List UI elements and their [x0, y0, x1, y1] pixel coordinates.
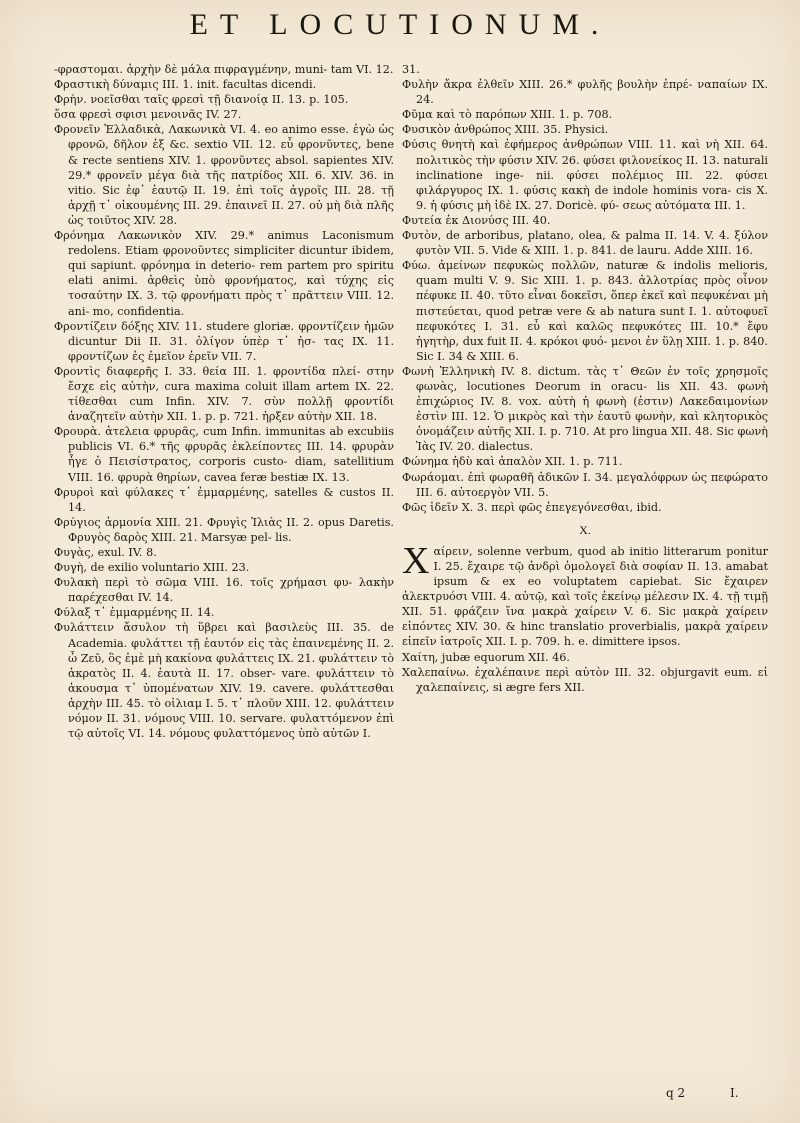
index-entry: Φυσικὸν ἀνθρώπος XIII. 35. Physici. [402, 123, 609, 137]
index-entry: Φῶς ἰδεῖν X. 3. περὶ φῶς ἐπεγεγόνεσθαι, ibid. [402, 500, 662, 514]
index-entry: Φυλακὴ περὶ τὸ σῶμα VIII. 16. τοῖς χρήμασι φυ- λακὴν παρέχεσθαι IV. 14. [54, 576, 394, 605]
right-column [402, 62, 768, 695]
index-entry: Φυλὴν ἄκρα ἐλθεῖν XIII. 26.* φυλῆς βουλὴν ἐπρέ- ναπαίων IX. 24. [402, 78, 768, 107]
index-entry: Φραστικὴ δύναμις III. 1. init. facultas dicendi. [54, 78, 317, 92]
left-column [54, 62, 394, 741]
index-entry: Φρόνημα Λακωνικὸν XIV. 29.* animus Laconismum redolens. Etiam φρονοῦντες simpliciter dicuntur ibidem, qui sapiunt. φρόνημα in deterio- rem partem pro spiritu elati animi. ἀρθεὶς ὑπὸ φρονήματος, καὶ τύχης εἰς τοσαύτην IX. 3. τῷ φρονήματι πρὸς τ᾽ πρᾶττειν VIII. 12. ani- mo, confidentia. [54, 229, 394, 318]
index-entry: Φρονεῖν Ἐλλαδικὰ, Λακωνικὰ VI. 4. eo animo esse. ἐγὼ ὡς φρονῶ, δῆλον ἐξ &c. sextio VII. 12. εὖ φρονῦντες, bene & recte sentiens XIV. 1. φρονῦντες absol. sapientes XIV. 29.* φρονεῖν μέγα διὰ τῆς πατρίδος XII. 6. XIV. 36. in vitio. Sic ἐφ᾽ ἑαυτῷ II. 19. ἐπὶ τοῖς ἀγροῖς III. 28. τῇ ἀρχῇ τ᾽ οἰκουμένης III. 29. ἐπαινεῖ II. 27. οὐ μὴ διὰ πλῆς ὡς τοιῦτος XIV. 28. [54, 123, 394, 227]
index-entry: Φύλαξ τ᾽ ἐμμαρμένης II. 14. [54, 606, 215, 620]
drop-cap: X [402, 539, 430, 582]
index-entry-chairein [402, 539, 768, 650]
index-entry: Φρύγιος ἀρμονία XIII. 21. Φρυγὶς Ἰλιὰς II. 2. opus Daretis. Φρυγὸς δαρὸς XIII. 21. Marsyæ pel- lis. [54, 515, 394, 544]
index-entry: Φροντίζειν δόξης XIV. 11. studere gloriæ. φροντίζειν ἡμῶν dicuntur Dii II. 31. ὀλίγον ὑπὲρ τ᾽ ἡσ- τας IX. 11. φροντίζων ἐς ἐμεῖον ἐρεῖν VII. 7. [54, 319, 394, 363]
signature-mark: q 2 [666, 1086, 686, 1100]
index-entry: Φρουρὰ. ἀτελεια φρυρᾶς, cum Infin. immunitas ab excubiis publicis VI. 6.* τῆς φρυρᾶς ἐκλείποντες III. 14. φρυρὰν ἦγε ὁ Πεισίστρατος, corporis custo- diam, satellitium VIII. 16. φρυρὰ θηρίων, cavea feræ bestiæ IX. 13. [54, 425, 394, 484]
catchword: I. [730, 1086, 739, 1100]
index-entry: Φωράομαι. ἐπὶ φωραθῆ ἀδικῶν I. 34. μεγαλόφρων ὡς πεφώρατο III. 6. αὐτοεργὸν VII. 5. [402, 470, 768, 499]
running-title: ET LOCUTIONUM. [189, 8, 611, 41]
index-entry: Χαλεπαίνω. ἐχαλέπαινε περὶ αὐτὸν III. 32. objurgavit eum. εἰ χαλεπαίνεις, si ægre fers XII. [402, 665, 768, 694]
index-entry: Φύω. ἀμείνων πεφυκὼς πολλῶν, naturæ & indolis melioris, quam multi V. 9. Sic XIII. 1. p. 843. ἀλλοτρίας πρὸς οἶνον πέφυκε II. 40. τῦτο εἶναι δοκεῖσι, ὅπερ ἐκεῖ καὶ πεφυκέναι μὴ πιστεύεται, quod petræ vere & ab natura sunt I. 1. αὐτοφυεῖ πεφυκότες I. 31. εὖ καὶ καλῶς πεφυκότες III. 10.* ἔφυ ἡγητὴρ, dux fuit II. 4. κρόκοι φυό- μενοι ἐν ὕλῃ XIII. 1. p. 840. Sic I. 34 & XIII. 6. [402, 259, 768, 363]
index-entry: Φρὴν. νοεῖσθαι ταῖς φρεσὶ τῇ διανοίᾳ II. 13. p. 105. [54, 93, 349, 107]
index-entry: Φυτεία ἐκ Διονύσς III. 40. [402, 213, 551, 227]
index-entry: Φροντὶς διαφερῆς I. 33. θεία III. 1. φροντίδα πλεί- στην ἔσχε εἰς αὐτὴν, cura maxima coluit illam artem IX. 22. τίθεσθαι cum Infin. XIV. 7. σὺν πολλῇ φροντίδι ἀναζητεῖν αὐτὴν XII. 1. p. p. 721. ἠρξεν αὐτὴν XII. 18. [54, 364, 394, 424]
entry-text: αίρειν, solenne verbum, quod ab initio litterarum ponitur I. 25. ἔχαιρε τῷ ἀνδρὶ ὁμολογεῖ διὰ σοφίαν II. 13. amabat ipsum & ex eo voluptatem capiebat. Sic ἔχαιρεν ἀλεκτρυόσι VIII. 4. αὐτῷ, καὶ τοῖς ἐκείνῳ μέλεσιν IX. 4. τῇ τιμῇ XII. 51. φράζειν ἵνα μακρὰ χαίρειν V. 6. Sic μακρὰ χαίρειν εἰπόντες XIV. 30. & hinc translatio proverbialis, μακρὰ χαίρειν εἰπεῖν ἰατροῖς XII. I. p. 709. h. e. dimittere ipsos. [402, 544, 768, 649]
index-entry: Φυγὰς, exul. IV. 8. [54, 546, 157, 559]
index-entry: Φυλάττειν ἄσυλον τὴ ὕβρει καὶ βασιλεὺς III. 35. de Academia. φυλάττει τῇ ἑαυτόν εἰς τὰς ἐπαινεμένης II. 2. ὦ Ζεῦ, ὃς ἐμὲ μὴ κακίονα φυλάττεις IX. 21. φυλάττειν τὸ ἀκρατὸς II. 4. ἑαυτὰ II. 17. obser- vare. φυλάττειν τὸ ἀκουσμα τ᾽ ὑπομένατων XIV. 19. cavere. φυλάττεσθαι ἀρχὴν III. 45. τὸ οἰλιαμ I. 5. τ᾽ πλοῦν XIII. 12. φυλάττειν νόμον II. 31. νόμους VIII. 10. servare. φυλαττόμενον ἐπὶ τῷ αὐτοῖς VI. 14. νόμους φυλαττόμενος ὑπὸ αὐτῶν I. [54, 621, 394, 741]
index-entry: 31. [402, 63, 420, 76]
index-entry: Φῦμα καὶ τὸ παρόπων XIII. 1. p. 708. [402, 108, 613, 122]
index-entry: Φώνημα ἡδὺ καὶ ἀπαλὸν XII. 1. p. 711. [402, 455, 623, 469]
index-entry: -φραστομαι. ἀρχὴν δὲ μάλα πιφραγμένην, muni- tam VI. 12. [54, 63, 394, 76]
index-entry: Φυτὸν, de arboribus, platano, olea, & palma II. 14. V. 4. ξύλον φυτὸν VII. 5. Vide & XIII. 1. p. 841. de lauru. Adde XIII. 16. [402, 229, 768, 258]
index-entry: Φύσις θνητὴ καὶ ἐφήμερος ἀνθρώπων VIII. 11. καὶ νὴ XII. 64. πολιτικὸς τὴν φύσιν XIV. 26. φύσει φιλονείκος II. 13. naturali inclinatione inge- nii. φύσει πολέμιος III. 22. φύσει φιλάργυρος IX. 1. φύσις κακὴ de indole hominis vora- cis X. 9. ἡ φύσις μὴ ἰδὲ IX. 27. Doricè. φύ- σεως αὐτόματα III. 1. [402, 138, 768, 212]
index-entry: Φρυροὶ καὶ φύλακες τ᾽ ἐμμαρμένης, satelles & custos II. 14. [54, 485, 394, 514]
index-entry: Φωνὴ Ἑλληνικὴ IV. 8. dictum. τὰς τ᾽ Θεῶν ἐν τοῖς χρησμοῖς φωνὰς, locutiones Deorum in oracu- lis XII. 43. φωνὴ ἐπιχώριος IV. 8. vox. αὐτὴ ἡ φωνὴ (ἐστιν) Λακεδαιμονίων ἐστὶν III. 12. Ὁ μικρὸς καὶ τὴν ἑαυτῦ φωνὴν, καὶ κλητορικὸς ὀνομάζειν αὐτῆς XII. I. p. 710. At pro lingua XII. 48. Sic φωνὴ Ἰὰς IV. 20. dialectus. [402, 364, 768, 454]
index-entry: Χαίτη, jubæ equorum XII. 46. [402, 650, 570, 664]
index-entry: ὅσα φρεσὶ σφισι μενοινᾶς IV. 27. [54, 108, 242, 122]
section-heading-x: X. [579, 522, 591, 537]
index-entry: Φυγὴ, de exilio voluntario XIII. 23. [54, 561, 250, 575]
